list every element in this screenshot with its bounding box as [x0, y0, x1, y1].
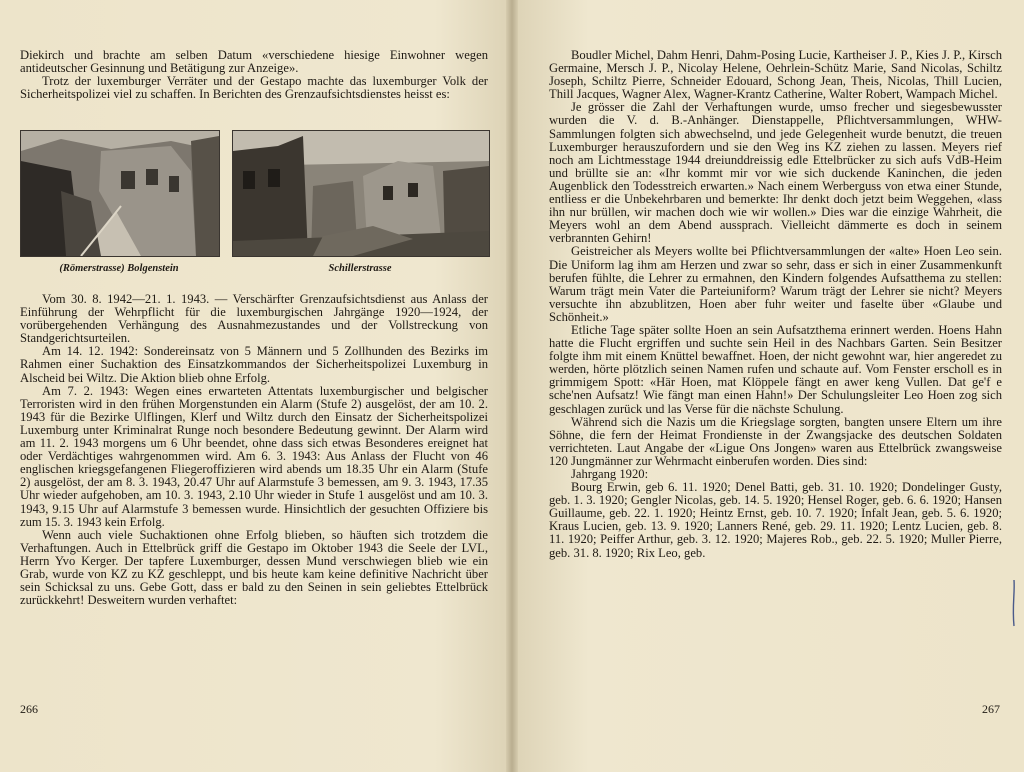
paragraph: Vom 30. 8. 1942—21. 1. 1943. — Verschärfter Grenzaufsichtsdienst aus Anlass der Einführung der Wehrpflicht für die luxemburgischen Jahrgänge 1920—1924, der vorübergehenden Verhängung des Ausnahmezustandes und der Vollstreckung von Standgerichtsurteilen.	[20, 292, 488, 346]
photo-strip	[20, 130, 488, 280]
right-text	[549, 49, 1002, 560]
left-text-top	[20, 49, 488, 101]
paragraph: Wenn auch viele Suchaktionen ohne Erfolg blieben, so häuften sich trotzdem die Verhaftungen. Auch in Ettelbrück griff die Gestapo im Oktober 1943 die Seele der LVL, Herrn Yvo Kerger. Der tapfere Luxemburger, dessen Mund verschwiegen blieb wie ein Grab, wurde von KZ zu KZ geschleppt, und bis heute kam keine definitive Nachricht über sein Schicksal zu uns. Gebe Gott, dass er bald zu den Seinen in sein geliebtes Ettelbrück zurückkehrt! Desweitern wurden verhaftet:	[20, 527, 488, 608]
conscript-list: Bourg Erwin, geb 6. 11. 1920; Denel Batti, geb. 31. 10. 1920; Dondelinger Gusty, geb. 1. 3. 1920; Gengler Nicolas, geb. 14. 5. 1920; Hensel Roger, geb. 6. 6. 1920; Hansen Guillaume, geb. 22. 1. 1920; Heintz Ernst, geb. 10. 7. 1920; Infalt Jean, geb. 5. 6. 1920; Kraus Lucien, geb. 13. 9. 1920; Lanners René, geb. 29. 11. 1920; Lentz Lucien, geb. 8. 11. 1920; Peiffer Arthur, geb. 3. 12. 1920; Majeres Rob., geb. 22. 5. 1920; Muller Pierre, geb. 31. 8. 1920; Rix Leo, geb.	[549, 480, 1002, 560]
left-text-bottom	[20, 293, 488, 607]
paragraph: Am 14. 12. 1942: Sondereinsatz von 5 Männern und 5 Zollhunden des Bezirks im Rahmen einer Suchaktion des Einsatzkommandos der Sicherheitspolizei Luxemburg in Alscheid bei Wiltz. Die Aktion blieb ohne Erfolg.	[20, 344, 488, 385]
paragraph: Etliche Tage später sollte Hoen an sein Aufsatzthema erinnert werden. Hoens Hahn hatte die Flucht ergriffen und suchte sein Heil in des Nachbars Garten. Sein Besitzer folgte ihm mit einem Knüttel bewaffnet. Hoen, der nicht gewohnt war, hier angeredet zu werden, hörte plötzlich seinen Namen rufen und schaute auf. Vom Fenster erscholl es in grimmigem Spott: «Här Hoen, mat Klöppele fängt en awer keng Vullen. Dat ge'f e sche'nen Aufsatz! Wie fängt man einen Hahn!» Der Schulungsleiter Leo Hoen zog sich geschlagen zurück und las Verse für die nächste Schulung.	[549, 322, 1002, 416]
paragraph: Je grösser die Zahl der Verhaftungen wurde, umso frecher und siegesbewusster wurden die V. d. B.-Anhänger. Dienstappelle, Pflichtversammlungen, WHW-Sammlungen folgten sich abwechselnd, und jede Gelegenheit wurde benutzt, die treuen Luxemburger herauszufordern und sie den Weg ins KZ ziehen zu lassen. Meyers rief noch am Lichtmesstage 1944 dreiunddreissig edle Ettelbrücker zu sich aufs VdB-Heim und brüllte sie an: «Ihr kommt mir vor wie sich duckende Kaninchen, die jeden Augenblick den Todesstreich erwarten.» Nach einem Werberguss von etwa einer Stunde, entliess er die Unbekehrbaren und bemerkte: Ihr denkt doch jetzt beim Weggehen, «lass ihn nur brüllen, wir machen doch wie wir wollen.» Dies war die einzige Wahrheit, die Meyers wohl an dem Abend aussprach. Vielleicht dämmerte es doch in seinem verbrannten Gehirn!	[549, 100, 1002, 246]
paragraph: Während sich die Nazis um die Kriegslage sorgten, bangten unsere Eltern um ihre Söhne, die fern der Heimat Frondienste in der Zwangsjacke des deutschen Soldaten verrichteten. Laut Angabe der «Ligue Ons Jongen» waren aus Ettelbrück zwangsweise 120 Jungmänner zur Wehrmacht einberufen worden. Dies sind:	[549, 414, 1002, 468]
paragraph: Trotz der luxemburger Verräter und der Gestapo machte das luxemburger Volk der Sicherheitspolizei viel zu schaffen. In Berichten des Grenzaufsichtsdienstes heisst es:	[20, 74, 488, 102]
paragraph: Am 7. 2. 1943: Wegen eines erwarteten Attentats luxemburgischer und belgischer Terroristen wird in den frühen Morgenstunden ein Alarm (Stufe 2) ausgelöst, der am 10. 2. 1943 für die Bezirke Ulflingen, Klerf und Wiltz durch den Einsatz der Sicherheitspolizei Luxemburg unter Kriminalrat Runge noch besondere Bedeutung gewinnt. Der Alarm wird am 11. 2. 1943 morgens um 6 Uhr beendet, ohne dass sich etwas Besonderes ereignet hat oder Verdächtiges wahrgenommen wird. Am 6. 3. 1943: Aus Anlass der Flucht von 46 englischen kriegsgefangenen Fliegeroffizieren wird abends um 18.35 Uhr ein Alarm (Stufe 2) ausgelöst, der am 8. 3. 1943, 20.47 Uhr auf Alarmstufe 3 bemessen, am 9. 3. 1943, 17.35 Uhr wieder aufgehoben, am 10. 3. 1943, 2.10 Uhr wieder in Stufe 1 ausgelöst und am 10. 3. 1943, 9.15 Uhr auf Alarmstufe 3 bemessen wurde. Hinsichtlich der gesuchten Offiziere bis zum 15. 3. 1943 kein Erfolg.	[20, 383, 488, 529]
page-number-left: 266	[20, 702, 38, 716]
photo-schillerstrasse	[232, 130, 490, 257]
photo-caption-schillerstrasse: Schillerstrasse	[328, 263, 392, 274]
page-number-right: 267	[982, 702, 1000, 716]
paragraph: Boudler Michel, Dahm Henri, Dahm-Posing Lucie, Kartheiser J. P., Kies J. P., Kirsch Germaine, Mersch J. P., Nicolay Helene, Oehrlein-Schütz Marie, Sand Nicolas, Schiltz Joseph, Schiltz Pierre, Schneider Edouard, Schong Jean, Theis, Nicolas, Thill Lucien, Thill Jacques, Wagner Alex, Wagner-Krantz Catherine, Walter Robert, Wampach Michel.	[549, 48, 1002, 102]
paragraph: Geistreicher als Meyers wollte bei Pflichtversammlungen der «alte» Hoen Leo sein. Die Uniform lag ihm am Herzen und zwar so sehr, dass er sich in einer Zusammenkunft berufen fühlte, die Lehrer zu ermahnen, den Kindern folgendes Aufsatthema zu stellen: Warum trägt mein Vater die Parteiuniform? Warum trägt der Lehrer sie nicht? Meyers versuchte ihn abzublitzen, Hoen aber fuhr weiter und faselte über «Glaube und Schönheit.»	[549, 244, 1002, 324]
paragraph: Diekirch und brachte am selben Datum «verschiedene hiesige Einwohner wegen antideutscher Gesinnung und Betätigung zur Anzeige».	[20, 48, 488, 76]
jahrgang-heading: Jahrgang 1920:	[571, 467, 649, 481]
right-page	[512, 0, 1024, 772]
photo-caption-bolgenstein: (Römerstrasse) Bolgenstein	[59, 263, 179, 274]
pencil-mark-icon	[1010, 578, 1018, 628]
photo-bolgenstein	[20, 130, 220, 257]
book-gutter	[506, 0, 518, 772]
